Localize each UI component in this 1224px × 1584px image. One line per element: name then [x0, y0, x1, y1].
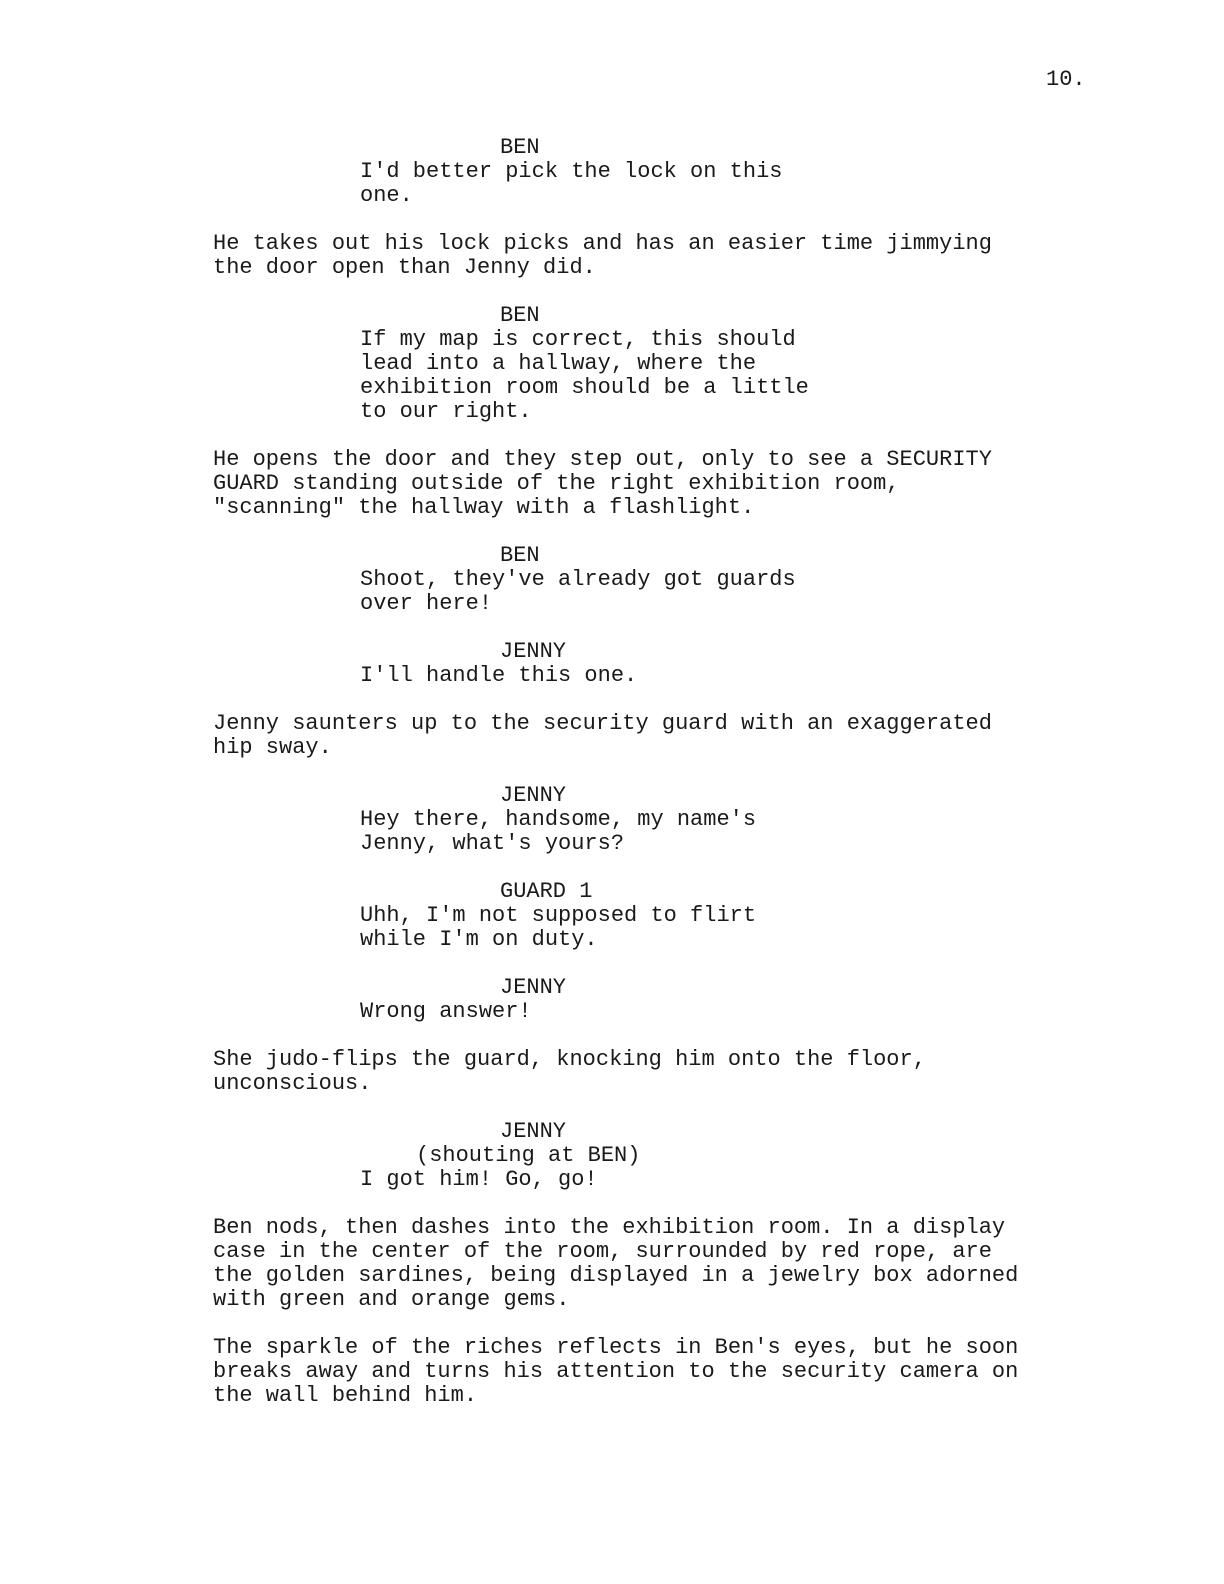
- action-line: Ben nods, then dashes into the exhibition room. In a display: [213, 1215, 1006, 1240]
- action-line: with green and orange gems.: [213, 1287, 570, 1312]
- character-cue: BEN: [500, 303, 540, 328]
- action-line: GUARD standing outside of the right exhibition room,: [213, 471, 900, 496]
- action-line: case in the center of the room, surrounded by red rope, are: [213, 1239, 992, 1264]
- character-cue: JENNY: [500, 639, 567, 664]
- action-line: unconscious.: [213, 1071, 372, 1096]
- action-line: The sparkle of the riches reflects in Ben's eyes, but he soon: [213, 1335, 1019, 1360]
- dialogue-line: exhibition room should be a little: [360, 375, 809, 400]
- dialogue-line: If my map is correct, this should: [360, 327, 796, 352]
- dialogue-line: Jenny, what's yours?: [360, 831, 625, 856]
- action-line: the golden sardines, being displayed in a jewelry box adorned: [213, 1263, 1019, 1288]
- action-line: He takes out his lock picks and has an easier time jimmying: [213, 231, 992, 256]
- dialogue-line: Wrong answer!: [360, 999, 532, 1024]
- character-cue: JENNY: [500, 783, 567, 808]
- dialogue-line: I'll handle this one.: [360, 663, 638, 688]
- action-line: "scanning" the hallway with a flashlight.: [213, 495, 755, 520]
- action-line: breaks away and turns his attention to the security camera on: [213, 1359, 1019, 1384]
- dialogue-line: one.: [360, 183, 413, 208]
- dialogue-line: lead into a hallway, where the: [360, 351, 757, 376]
- character-cue: BEN: [500, 543, 540, 568]
- action-line: She judo-flips the guard, knocking him onto the floor,: [213, 1047, 926, 1072]
- character-cue: BEN: [500, 135, 540, 160]
- action-line: the wall behind him.: [213, 1383, 478, 1408]
- action-line: He opens the door and they step out, only to see a SECURITY: [213, 447, 992, 472]
- character-cue: GUARD 1: [500, 879, 593, 904]
- parenthetical: (shouting at BEN): [416, 1143, 641, 1168]
- dialogue-line: I got him! Go, go!: [360, 1167, 598, 1192]
- action-line: Jenny saunters up to the security guard with an exaggerated: [213, 711, 992, 736]
- character-cue: JENNY: [500, 1119, 567, 1144]
- dialogue-line: Hey there, handsome, my name's: [360, 807, 757, 832]
- page-number: 10.: [1046, 67, 1086, 92]
- action-line: the door open than Jenny did.: [213, 255, 596, 280]
- action-line: hip sway.: [213, 735, 332, 760]
- character-cue: JENNY: [500, 975, 567, 1000]
- dialogue-line: while I'm on duty.: [360, 927, 598, 952]
- dialogue-line: I'd better pick the lock on this: [360, 159, 783, 184]
- dialogue-line: over here!: [360, 591, 493, 616]
- dialogue-line: to our right.: [360, 399, 532, 424]
- dialogue-line: Uhh, I'm not supposed to flirt: [360, 903, 757, 928]
- dialogue-line: Shoot, they've already got guards: [360, 567, 796, 592]
